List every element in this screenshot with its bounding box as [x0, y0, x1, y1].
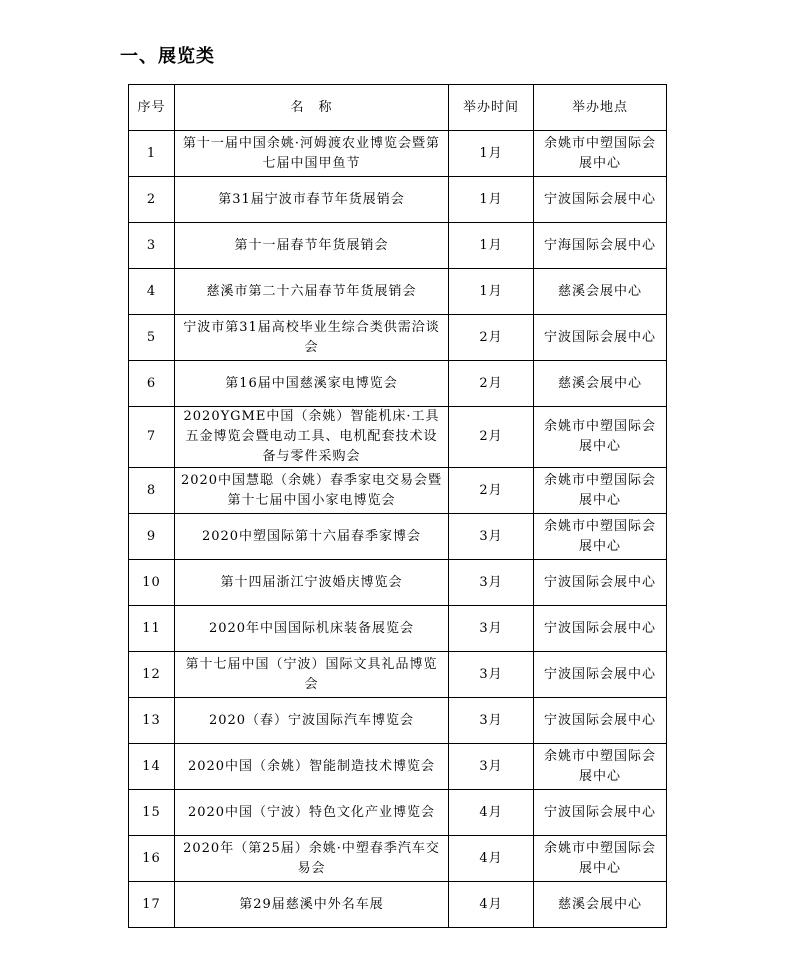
cell-no: 3 — [129, 223, 175, 269]
table-row — [129, 652, 667, 698]
cell-time: 4月 — [449, 790, 534, 836]
section-heading: 一、展览类 — [120, 46, 215, 67]
cell-name: 2020年（第25届）余姚·中塑春季汽车交易会 — [175, 836, 449, 882]
cell-no: 4 — [129, 269, 175, 315]
cell-place: 慈溪会展中心 — [534, 269, 667, 315]
cell-place: 余姚市中塑国际会展中心 — [534, 407, 667, 468]
cell-place: 余姚市中塑国际会展中心 — [534, 836, 667, 882]
cell-no: 2 — [129, 177, 175, 223]
cell-time: 3月 — [449, 744, 534, 790]
cell-time: 3月 — [449, 652, 534, 698]
table-header-row — [129, 85, 667, 131]
cell-name: 第十一届春节年货展销会 — [175, 223, 449, 269]
table-row — [129, 407, 667, 468]
cell-time: 1月 — [449, 131, 534, 177]
cell-name: 2020YGME中国（余姚）智能机床·工具五金博览会暨电动工具、电机配套技术设备与零件采购会 — [175, 407, 449, 468]
cell-place: 宁波国际会展中心 — [534, 698, 667, 744]
cell-time: 2月 — [449, 468, 534, 514]
table-row — [129, 836, 667, 882]
cell-no: 9 — [129, 514, 175, 560]
cell-no: 14 — [129, 744, 175, 790]
cell-place: 宁波国际会展中心 — [534, 790, 667, 836]
cell-time: 1月 — [449, 269, 534, 315]
table-row — [129, 882, 667, 928]
cell-time: 3月 — [449, 560, 534, 606]
cell-time: 1月 — [449, 177, 534, 223]
cell-time: 2月 — [449, 407, 534, 468]
cell-no: 5 — [129, 315, 175, 361]
cell-name: 第十一届中国余姚·河姆渡农业博览会暨第七届中国甲鱼节 — [175, 131, 449, 177]
cell-place: 宁波国际会展中心 — [534, 652, 667, 698]
cell-no: 12 — [129, 652, 175, 698]
cell-no: 16 — [129, 836, 175, 882]
table-row — [129, 514, 667, 560]
cell-place: 慈溪会展中心 — [534, 361, 667, 407]
cell-no: 7 — [129, 407, 175, 468]
table-row — [129, 790, 667, 836]
cell-place: 宁波国际会展中心 — [534, 560, 667, 606]
cell-name: 第十七届中国（宁波）国际文具礼品博览会 — [175, 652, 449, 698]
cell-no: 10 — [129, 560, 175, 606]
cell-place: 宁波国际会展中心 — [534, 177, 667, 223]
cell-time: 4月 — [449, 836, 534, 882]
header-time: 举办时间 — [449, 85, 534, 131]
table-row — [129, 698, 667, 744]
cell-name: 2020中国（余姚）智能制造技术博览会 — [175, 744, 449, 790]
header-name: 名 称 — [175, 85, 449, 131]
cell-no: 8 — [129, 468, 175, 514]
table-row — [129, 131, 667, 177]
cell-time: 2月 — [449, 315, 534, 361]
header-no: 序号 — [129, 85, 175, 131]
cell-no: 11 — [129, 606, 175, 652]
cell-no: 13 — [129, 698, 175, 744]
table-row — [129, 744, 667, 790]
cell-place: 余姚市中塑国际会展中心 — [534, 744, 667, 790]
cell-no: 15 — [129, 790, 175, 836]
table-row — [129, 606, 667, 652]
cell-no: 6 — [129, 361, 175, 407]
cell-time: 3月 — [449, 606, 534, 652]
cell-name: 2020中塑国际第十六届春季家博会 — [175, 514, 449, 560]
cell-place: 宁波国际会展中心 — [534, 606, 667, 652]
cell-time: 4月 — [449, 882, 534, 928]
cell-place: 余姚市中塑国际会展中心 — [534, 468, 667, 514]
cell-name: 第十四届浙江宁波婚庆博览会 — [175, 560, 449, 606]
cell-name: 2020中国（宁波）特色文化产业博览会 — [175, 790, 449, 836]
cell-name: 第16届中国慈溪家电博览会 — [175, 361, 449, 407]
cell-time: 2月 — [449, 361, 534, 407]
cell-place: 宁波国际会展中心 — [534, 315, 667, 361]
cell-time: 1月 — [449, 223, 534, 269]
cell-no: 17 — [129, 882, 175, 928]
table-row — [129, 361, 667, 407]
table-row — [129, 269, 667, 315]
cell-time: 3月 — [449, 514, 534, 560]
cell-name: 第31届宁波市春节年货展销会 — [175, 177, 449, 223]
cell-name: 第29届慈溪中外名车展 — [175, 882, 449, 928]
cell-name: 宁波市第31届高校毕业生综合类供需洽谈会 — [175, 315, 449, 361]
cell-name: 2020（春）宁波国际汽车博览会 — [175, 698, 449, 744]
table-row — [129, 560, 667, 606]
cell-place: 宁海国际会展中心 — [534, 223, 667, 269]
table-row — [129, 468, 667, 514]
cell-name: 2020年中国国际机床装备展览会 — [175, 606, 449, 652]
exhibition-table — [128, 84, 667, 928]
cell-place: 慈溪会展中心 — [534, 882, 667, 928]
cell-time: 3月 — [449, 698, 534, 744]
cell-name: 2020中国慧聪（余姚）春季家电交易会暨第十七届中国小家电博览会 — [175, 468, 449, 514]
table-row — [129, 177, 667, 223]
cell-place: 余姚市中塑国际会展中心 — [534, 514, 667, 560]
cell-no: 1 — [129, 131, 175, 177]
cell-place: 余姚市中塑国际会展中心 — [534, 131, 667, 177]
cell-name: 慈溪市第二十六届春节年货展销会 — [175, 269, 449, 315]
table-row — [129, 315, 667, 361]
header-place: 举办地点 — [534, 85, 667, 131]
table-row — [129, 223, 667, 269]
